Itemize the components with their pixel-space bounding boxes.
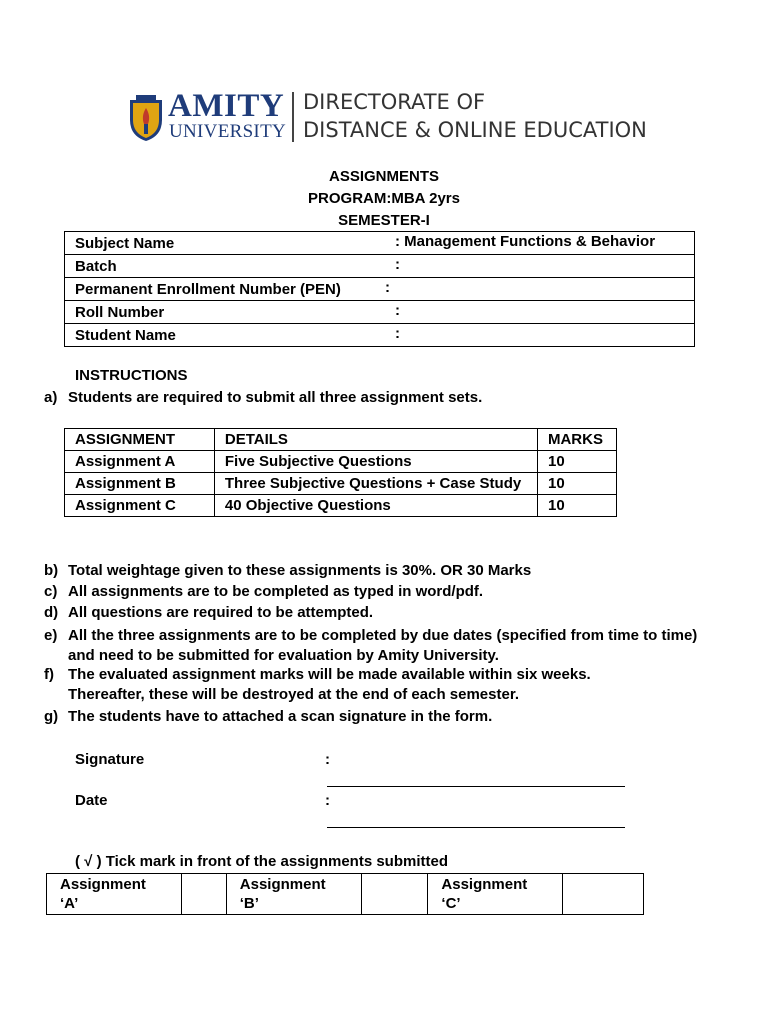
info-label: Permanent Enrollment Number (PEN) bbox=[75, 280, 341, 298]
program-heading: PROGRAM:MBA 2yrs bbox=[308, 190, 460, 207]
info-label: Batch bbox=[75, 257, 117, 275]
table-cell: 40 Objective Questions bbox=[214, 495, 537, 517]
list-item-label: e) bbox=[44, 627, 58, 644]
column-header: DETAILS bbox=[214, 429, 537, 451]
list-item-label: f) bbox=[44, 666, 54, 683]
info-cell bbox=[65, 324, 695, 347]
tick-label-line2: ‘A’ bbox=[60, 895, 79, 912]
table-cell: Assignment B bbox=[65, 473, 215, 495]
info-label: Roll Number bbox=[75, 303, 165, 321]
amity-logo bbox=[128, 90, 668, 148]
logo-university-text: UNIVERSITY bbox=[169, 121, 286, 142]
list-item-label: a) bbox=[44, 389, 58, 406]
table-cell: 10 bbox=[537, 451, 616, 473]
info-cell bbox=[65, 301, 695, 324]
list-item-text: Students are required to submit all three assignment sets. bbox=[68, 389, 483, 406]
tick-label-cell bbox=[226, 874, 361, 915]
semester-heading: SEMESTER-I bbox=[338, 212, 430, 229]
logo-directorate-line1: DIRECTORATE OF bbox=[303, 90, 486, 114]
table-cell: 10 bbox=[537, 473, 616, 495]
tick-label-line1: Assignment bbox=[60, 876, 146, 893]
list-item-text: Total weightage given to these assignments is 30%. OR 30 Marks bbox=[68, 562, 532, 579]
table-row bbox=[65, 278, 695, 301]
table-row bbox=[65, 232, 695, 255]
list-item-label: c) bbox=[44, 583, 58, 600]
info-value: : bbox=[395, 325, 400, 342]
tick-label-line1: Assignment bbox=[441, 876, 528, 893]
page-title: ASSIGNMENTS bbox=[328, 168, 439, 185]
tick-box-c[interactable] bbox=[563, 874, 644, 915]
info-cell bbox=[65, 255, 695, 278]
info-cell bbox=[65, 232, 695, 255]
table-row bbox=[65, 473, 617, 495]
tick-box-b[interactable] bbox=[361, 874, 428, 915]
list-item-text: The evaluated assignment marks will be made available within six weeks. Thereafter, these will be destroyed at the end of each semester. bbox=[68, 666, 591, 703]
table-row bbox=[65, 255, 695, 278]
table-cell: Assignment C bbox=[65, 495, 215, 517]
date-line[interactable] bbox=[327, 827, 625, 828]
student-info-table bbox=[64, 231, 695, 347]
list-item-label: g) bbox=[44, 708, 59, 725]
table-header-row bbox=[65, 429, 617, 451]
date-colon: : bbox=[325, 792, 330, 809]
table-row bbox=[65, 495, 617, 517]
table-cell: Five Subjective Questions bbox=[214, 451, 537, 473]
info-value: : bbox=[395, 302, 400, 319]
tick-label-line2: ‘C’ bbox=[441, 895, 461, 912]
tick-label-line1: Assignment bbox=[239, 876, 326, 893]
info-cell bbox=[65, 278, 695, 301]
info-label: Subject Name bbox=[75, 234, 175, 252]
signature-colon: : bbox=[325, 751, 330, 768]
table-row bbox=[47, 874, 644, 915]
table-cell: Three Subjective Questions + Case Study bbox=[214, 473, 537, 495]
signature-label: Signature bbox=[75, 751, 145, 768]
info-value: : bbox=[385, 279, 390, 296]
info-label: Student Name bbox=[75, 326, 176, 344]
tick-instruction: ( √ ) Tick mark in front of the assignments submitted bbox=[75, 853, 449, 870]
assignment-table bbox=[64, 428, 617, 517]
list-item-label: b) bbox=[44, 562, 59, 579]
table-row bbox=[65, 324, 695, 347]
logo-amity-text: AMITY bbox=[168, 88, 285, 124]
tick-box-a[interactable] bbox=[181, 874, 226, 915]
list-item-text: All assignments are to be completed as typed in word/pdf. bbox=[68, 583, 484, 600]
info-value: : Management Functions & Behavior bbox=[395, 233, 656, 250]
tick-label-line2: ‘B’ bbox=[239, 895, 259, 912]
logo-directorate-line2: DISTANCE & ONLINE EDUCATION bbox=[303, 118, 647, 142]
amity-emblem-icon bbox=[128, 94, 164, 142]
signature-line[interactable] bbox=[327, 786, 625, 787]
list-item-text: All questions are required to be attempted. bbox=[68, 604, 374, 621]
table-row bbox=[65, 451, 617, 473]
tick-label-cell bbox=[428, 874, 563, 915]
tick-label-cell bbox=[47, 874, 182, 915]
list-item-text: The students have to attached a scan signature in the form. bbox=[68, 708, 493, 725]
info-value: : bbox=[395, 256, 400, 273]
list-item-label: d) bbox=[44, 604, 59, 621]
tick-table bbox=[46, 873, 644, 915]
table-cell: Assignment A bbox=[65, 451, 215, 473]
date-label: Date bbox=[75, 792, 108, 809]
table-cell: 10 bbox=[537, 495, 616, 517]
column-header: ASSIGNMENT bbox=[65, 429, 215, 451]
logo-divider bbox=[292, 92, 294, 142]
instructions-heading: INSTRUCTIONS bbox=[75, 367, 188, 384]
list-item-text: All the three assignments are to be completed by due dates (specified from time to time) and need to be submitted for evaluation by Amity University. bbox=[68, 627, 698, 664]
column-header: MARKS bbox=[537, 429, 616, 451]
table-row bbox=[65, 301, 695, 324]
